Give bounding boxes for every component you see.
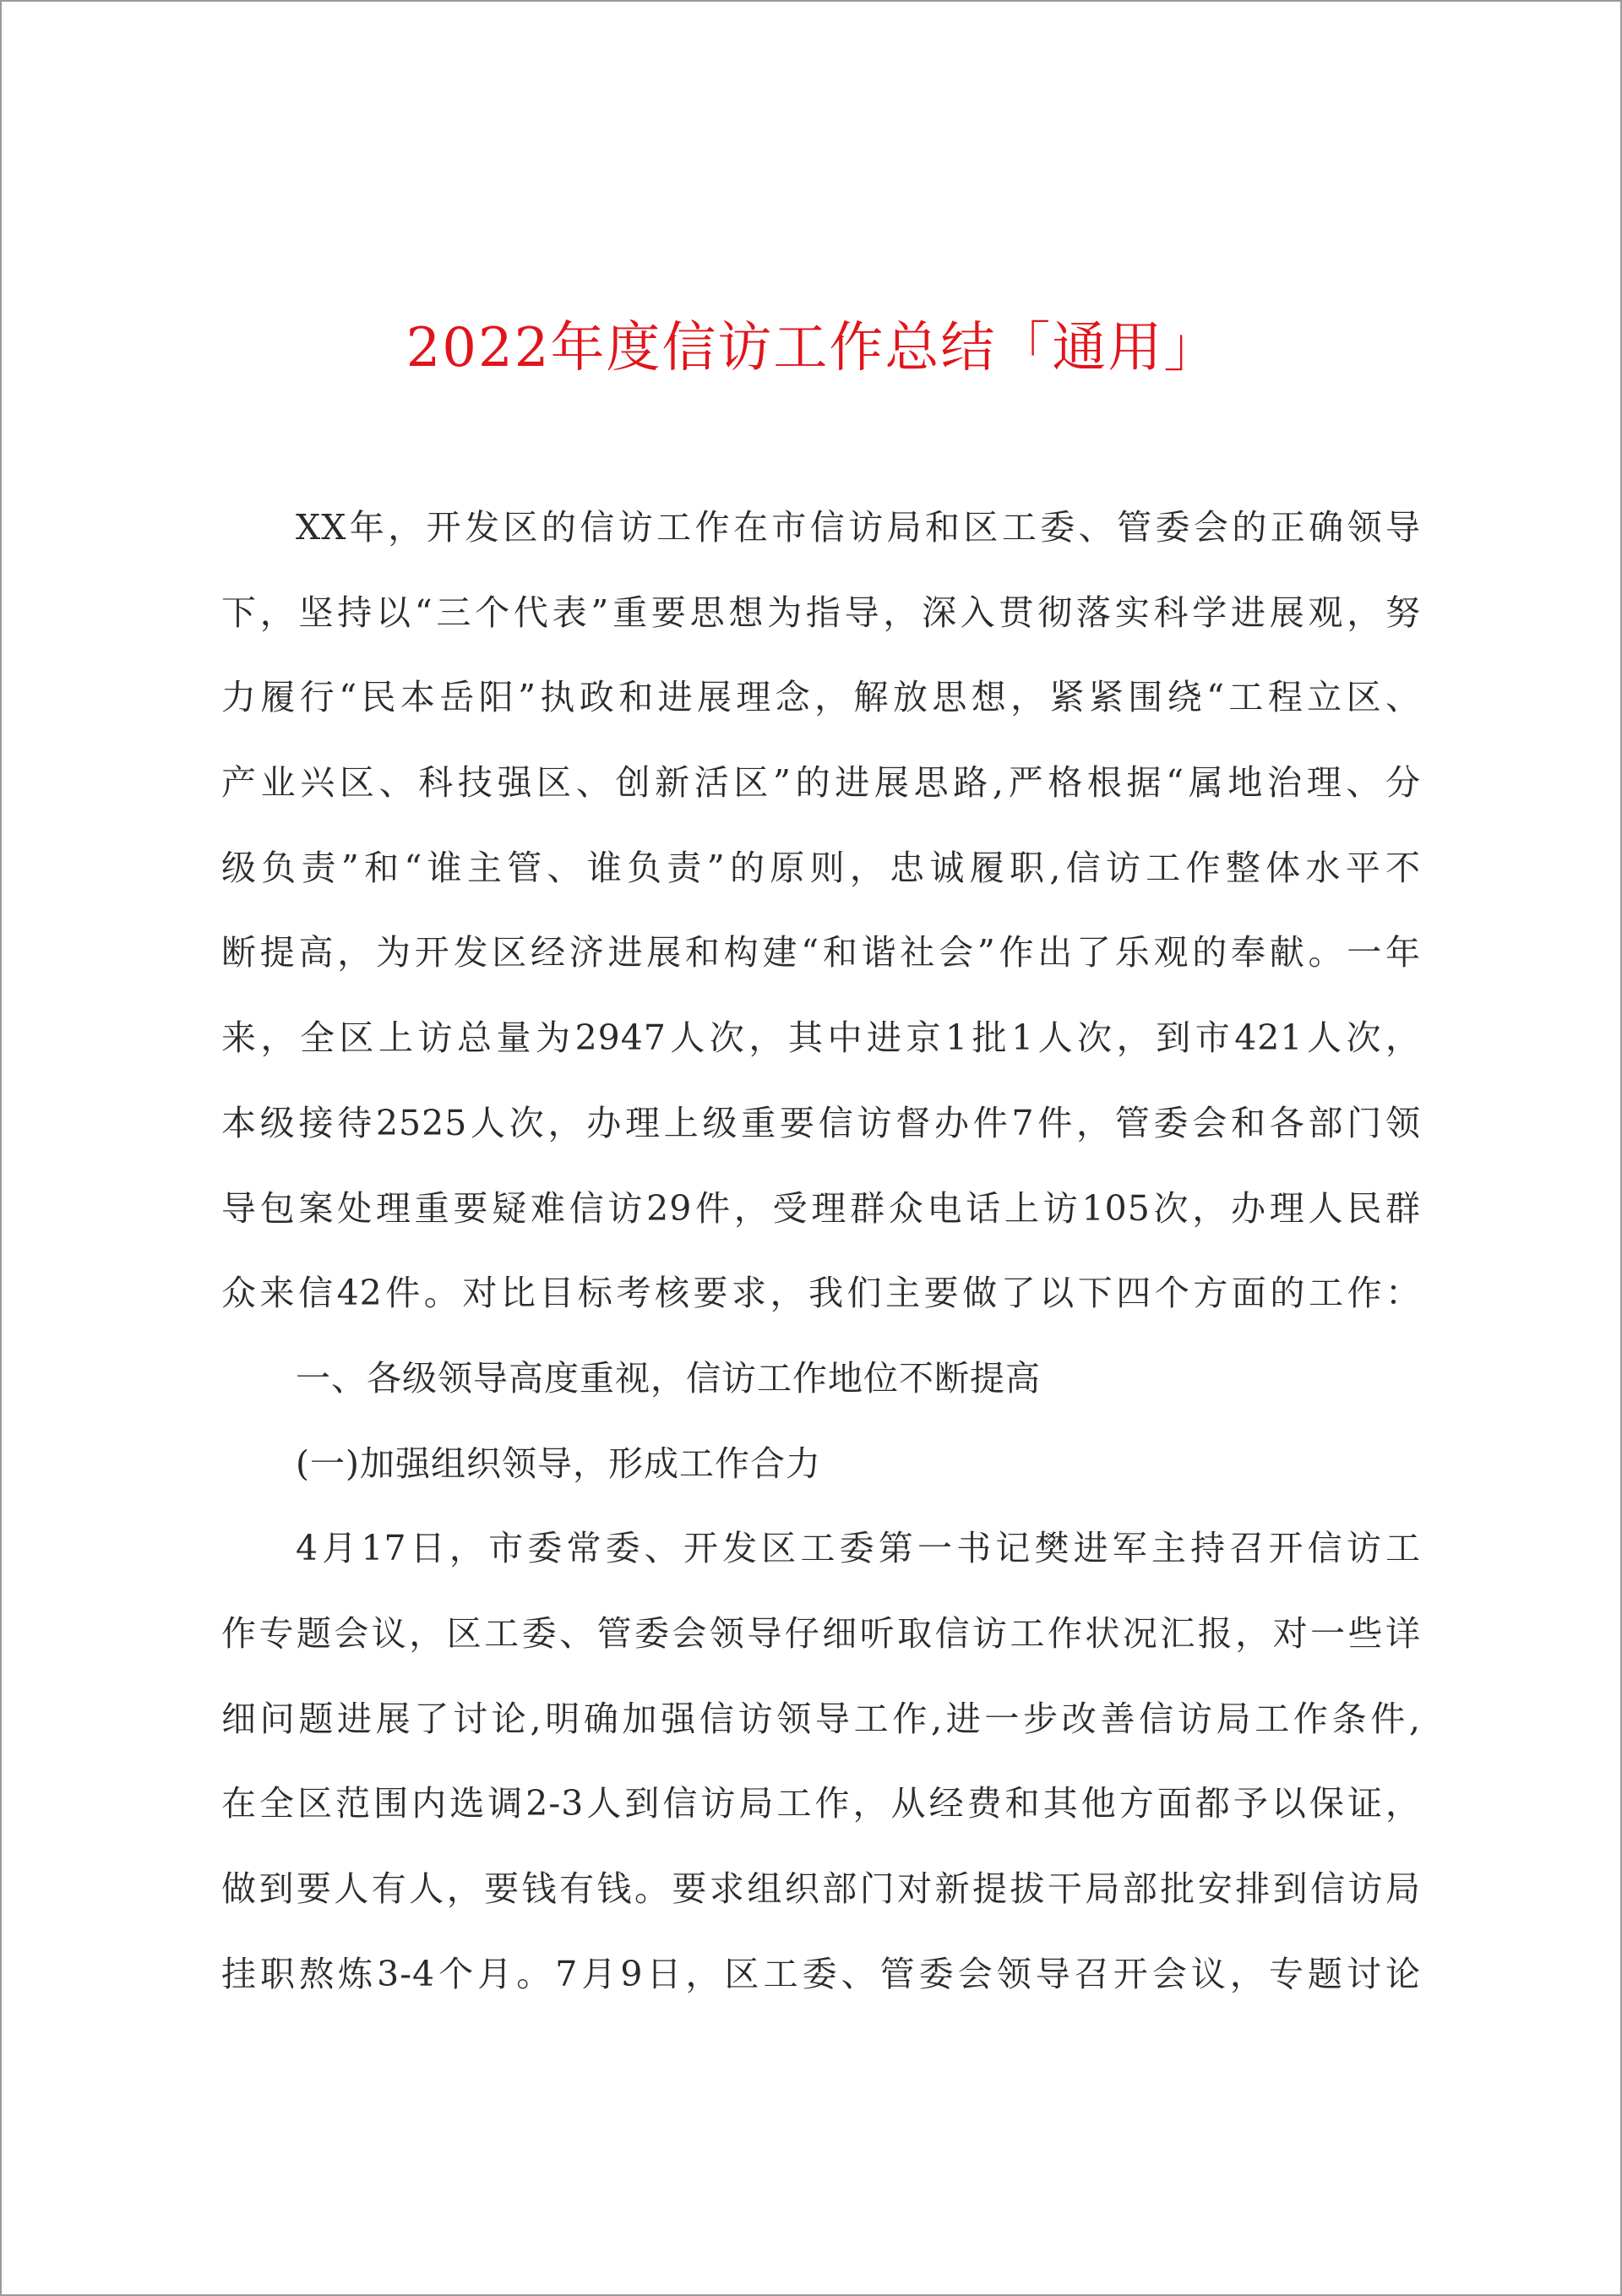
body-line-8: 本级接待2525人次，办理上级重要信访督办件7件，管委会和各部门领	[221, 1102, 1421, 1143]
body-line-18: 挂职熬炼3-4个月。7月9日，区工委、管委会领导召开会议，专题讨论	[221, 1953, 1421, 1994]
body-line-13: 4月17日，市委常委、开发区工委第一书记樊进军主持召开信访工	[296, 1528, 1421, 1569]
body-line-17: 做到要人有人，要钱有钱。要求组织部门对新提拔干局部批安排到信访局	[221, 1868, 1421, 1909]
section-heading-1: 一、各级领导高度重视，信访工作地位不断提高	[296, 1357, 1041, 1399]
body-line-7: 来，全区上访总量为2947人次，其中进京1批1人次，到市421人次，	[221, 1017, 1421, 1059]
body-line-16: 在全区范围内选调2-3人到信访局工作，从经费和其他方面都予以保证，	[221, 1783, 1421, 1824]
body-line-15: 细问题进展了讨论,明确加强信访领导工作,进一步改善信访局工作条件,	[221, 1698, 1421, 1739]
body-line-4: 产业兴区、科技强区、创新活区”的进展思路,严格根据“属地治理、分	[221, 762, 1421, 804]
document-body	[221, 485, 1421, 2016]
body-line-6: 断提高，为开发区经济进展和构建“和谐社会”作出了乐观的奉献。一年	[221, 932, 1421, 973]
body-line-2: 下，坚持以“三个代表”重要思想为指导，深入贯彻落实科学进展观，努	[221, 592, 1421, 633]
document-title: 2022年度信访工作总结「通用」	[406, 317, 1220, 379]
body-line-14: 作专题会议，区工委、管委会领导仔细听取信访工作状况汇报，对一些详	[221, 1612, 1421, 1654]
body-line-5: 级负责”和“谁主管、谁负责”的原则，忠诚履职,信访工作整体水平不	[221, 847, 1421, 888]
body-line-10: 众来信42件。对比目标考核要求，我们主要做了以下四个方面的工作：	[221, 1273, 1421, 1314]
body-line-3: 力履行“民本岳阳”执政和进展理念，解放思想，紧紧围绕“工程立区、	[221, 677, 1421, 718]
subsection-heading-1: (一)加强组织领导，形成工作合力	[296, 1442, 821, 1484]
body-line-1: XX年，开发区的信访工作在市信访局和区工委、管委会的正确领导	[296, 507, 1421, 548]
body-line-9: 导包案处理重要疑难信访29件，受理群众电话上访105次，办理人民群	[221, 1187, 1421, 1229]
